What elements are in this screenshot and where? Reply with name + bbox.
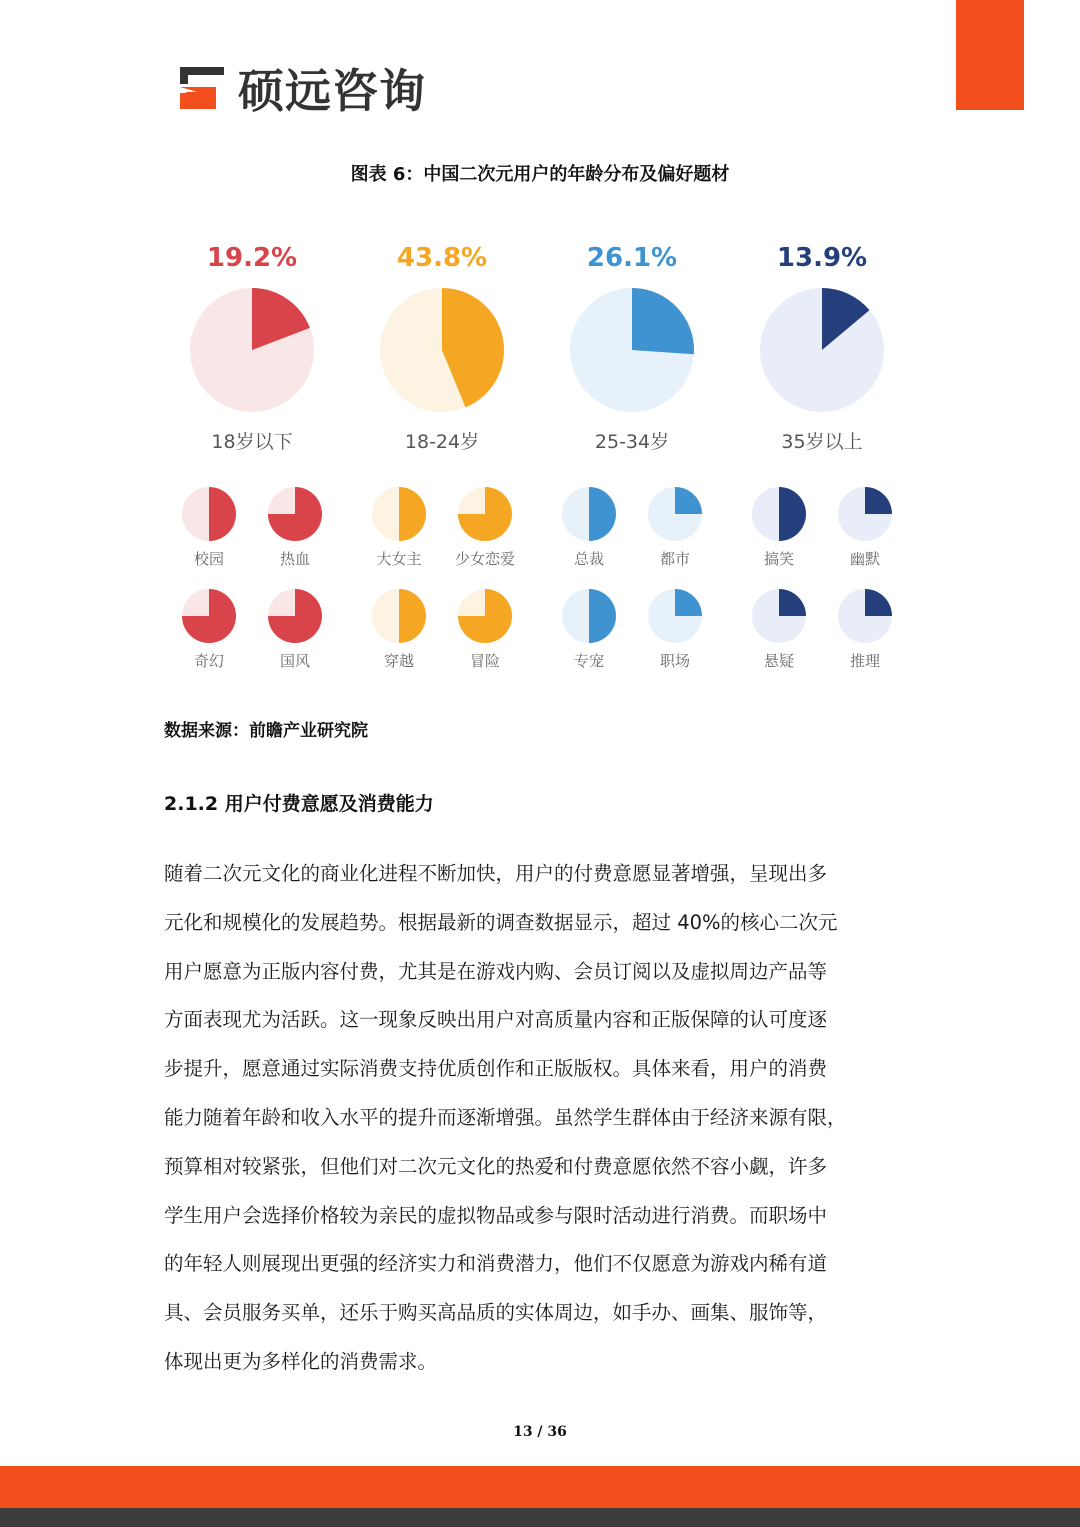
topic-label: 总裁 [573,550,605,568]
topic-pie-slice [589,487,616,541]
body-line: 具、会员服务买单，还乐于购买高品质的实体周边，如手办、画集、服饰等， [164,1301,828,1325]
topic-pie-slice [209,487,236,541]
topic-label: 大女主 [376,550,422,568]
pie-value-label: 43.8% [396,243,488,273]
topic-label: 幽默 [849,550,881,568]
corner-accent-tab [956,0,1024,110]
pie-value-label: 13.9% [776,243,868,273]
topic-label: 国风 [279,652,311,670]
topic-pie-slice [675,487,702,514]
pie-category-label: 18-24岁 [404,431,480,453]
body-line: 元化和规模化的发展趋势。根据最新的调查数据显示，超过 40%的核心二次元 [164,910,838,934]
figure-source: 数据来源：前瞻产业研究院 [164,721,368,741]
topic-label: 穿越 [383,652,415,670]
figure-title: 图表 6：中国二次元用户的年龄分布及偏好题材 [350,164,730,185]
topic-label: 悬疑 [763,652,795,670]
section-heading: 2.1.2 用户付费意愿及消费能力 [164,793,434,815]
age-pie-chart [160,210,920,690]
topic-pie-slice [779,487,806,541]
brand-logo [178,58,426,118]
body-line: 体现出更为多样化的消费需求。 [164,1349,438,1373]
topic-pie-slice [865,487,892,514]
topic-label: 热血 [279,550,311,568]
topic-label: 奇幻 [193,652,225,670]
pie-value-label: 19.2% [206,243,298,273]
topic-pie-slice [589,589,616,643]
topic-label: 少女恋爱 [454,550,516,568]
pie-category-label: 25-34岁 [594,431,670,453]
topic-label: 专宠 [573,652,605,670]
topic-label: 推理 [849,652,881,670]
topic-label: 职场 [659,652,691,670]
topic-pie-slice [399,487,426,541]
body-line: 随着二次元文化的商业化进程不断加快，用户的付费意愿显著增强，呈现出多 [164,862,828,885]
topic-label: 都市 [659,550,691,568]
topic-label: 冒险 [469,652,501,670]
footer-bar-accent [0,1466,1080,1508]
topic-label: 校园 [193,550,225,568]
topic-pie-slice [675,589,702,616]
age-pie-chart-svg [160,210,920,690]
body-line: 预算相对较紧张，但他们对二次元文化的热爱和付费意愿依然不容小觑，许多 [164,1154,828,1178]
body-line: 步提升，愿意通过实际消费支持优质创作和正版版权。具体来看，用户的消费 [164,1057,828,1081]
page-number: 13 / 36 [513,1424,567,1440]
body-line: 用户愿意为正版内容付费，尤其是在游戏内购、会员订阅以及虚拟周边产品等 [164,959,828,983]
body-line: 的年轻人则展现出更强的经济实力和消费潜力，他们不仅愿意为游戏内稀有道 [164,1252,828,1276]
topic-pie-slice [399,589,426,643]
logo-text: 硕远咨询 [238,64,426,118]
body-line: 方面表现尤为活跃。这一现象反映出用户对高质量内容和正版保障的认可度逐 [164,1008,828,1032]
logo-mark-icon [178,65,226,111]
topic-label: 搞笑 [763,550,795,568]
section-body [164,850,924,1387]
pie-slice [632,288,694,354]
body-line: 学生用户会选择价格较为亲民的虚拟物品或参与限时活动进行消费。而职场中 [164,1203,828,1227]
pie-category-label: 18岁以下 [211,431,293,453]
pie-category-label: 35岁以上 [781,431,863,453]
pie-value-label: 26.1% [586,243,678,273]
body-line: 能力随着年龄和收入水平的提升而逐渐增强。虽然学生群体由于经济来源有限， [164,1105,847,1129]
topic-pie-slice [779,589,806,616]
footer-bar-dark [0,1508,1080,1527]
topic-pie-slice [865,589,892,616]
